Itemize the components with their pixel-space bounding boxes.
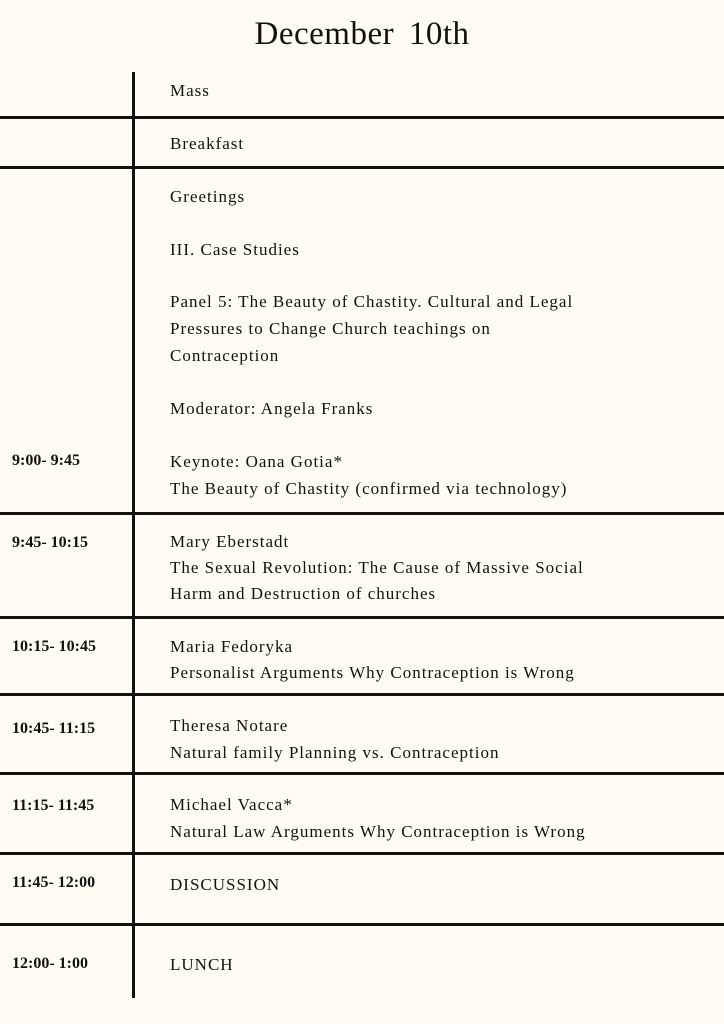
row-divider [0, 116, 724, 119]
row-divider [0, 616, 724, 619]
session-title-mass: Mass [170, 81, 210, 100]
time-slot: 9:00- 9:45 [12, 452, 80, 469]
session-section-heading: III. Case Studies [170, 240, 300, 259]
row-divider [0, 166, 724, 169]
session-panel-title: Panel 5: The Beauty of Chastity. Cultural and Legal [170, 292, 574, 311]
session-lunch: LUNCH [170, 955, 234, 974]
session-speaker: Keynote: Oana Gotia* [170, 452, 343, 471]
time-slot: 11:15- 11:45 [12, 797, 95, 814]
session-talk-title: The Sexual Revolution: The Cause of Massive Social [170, 558, 584, 577]
session-title-breakfast: Breakfast [170, 134, 245, 153]
time-slot: 11:45- 12:00 [12, 874, 96, 891]
session-talk-title: Natural family Planning vs. Contraception [170, 743, 500, 762]
session-speaker: Michael Vacca* [170, 795, 293, 814]
time-slot: 10:15- 10:45 [12, 638, 96, 655]
session-discussion: DISCUSSION [170, 875, 281, 894]
session-talk-title: Natural Law Arguments Why Contraception is Wrong [170, 822, 586, 841]
time-slot: 10:45- 11:15 [12, 720, 96, 737]
row-divider [0, 852, 724, 855]
row-divider [0, 512, 724, 515]
session-talk-title: Personalist Arguments Why Contraception is Wrong [170, 663, 575, 682]
session-panel-title: Contraception [170, 346, 280, 365]
row-divider [0, 923, 724, 926]
row-divider [0, 772, 724, 775]
session-speaker: Maria Fedoryka [170, 637, 294, 656]
time-slot: 9:45- 10:15 [12, 534, 88, 551]
time-slot: 12:00- 1:00 [12, 955, 88, 972]
session-moderator: Moderator: Angela Franks [170, 399, 374, 418]
row-divider [0, 693, 724, 696]
session-panel-title: Pressures to Change Church teachings on [170, 319, 491, 338]
session-speaker: Mary Eberstadt [170, 532, 290, 551]
session-speaker: Theresa Notare [170, 716, 289, 735]
session-talk-title: The Beauty of Chastity (confirmed via technology) [170, 479, 568, 498]
session-greetings: Greetings [170, 187, 246, 206]
page-title: December 10th [254, 16, 470, 52]
column-divider [132, 72, 135, 998]
session-talk-title: Harm and Destruction of churches [170, 584, 437, 603]
